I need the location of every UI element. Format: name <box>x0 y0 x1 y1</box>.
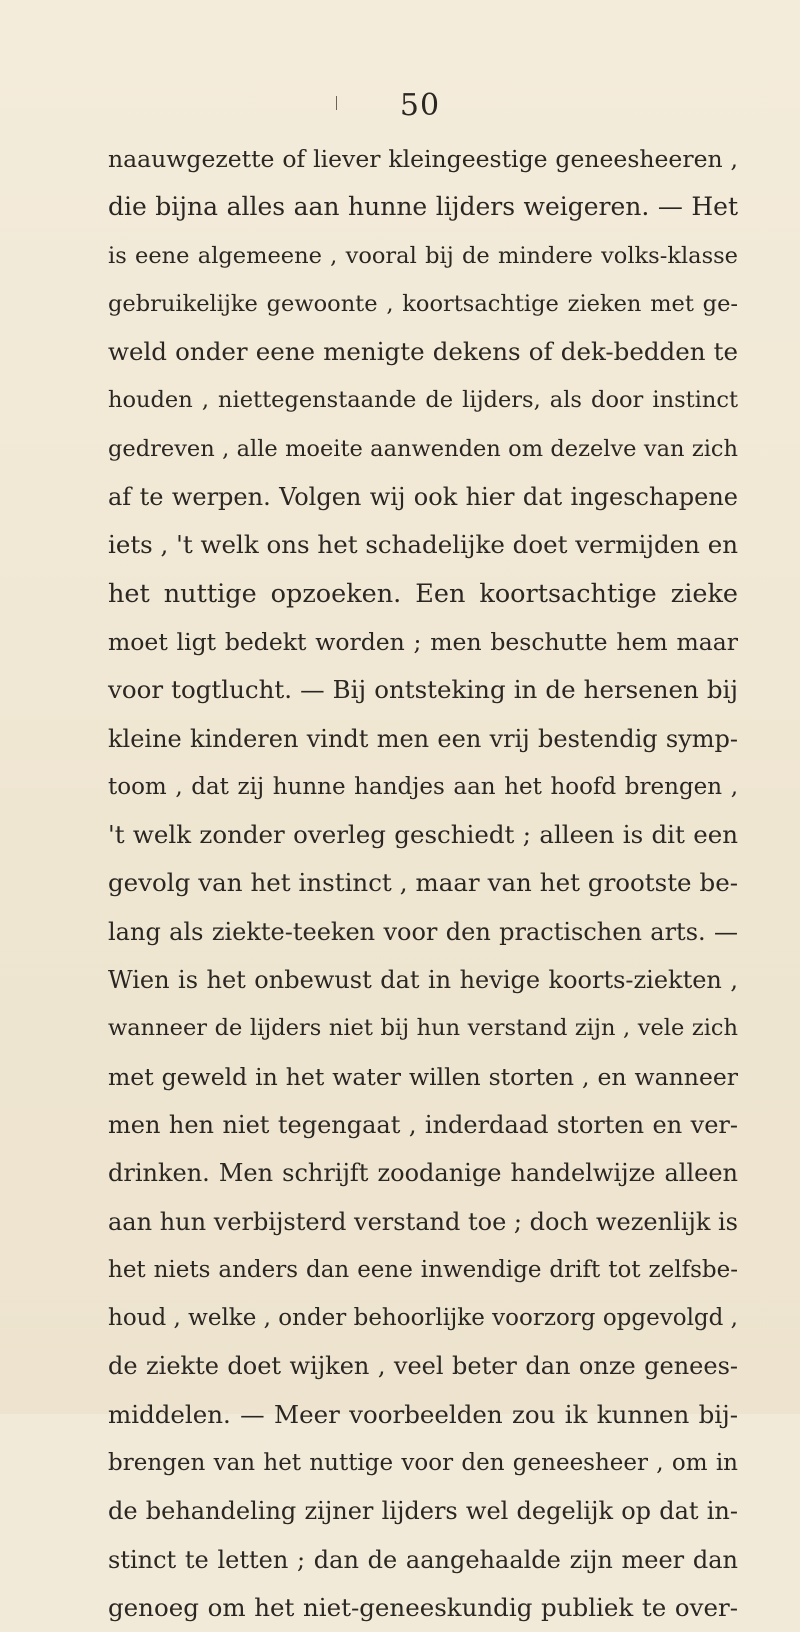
text-line: met geweld in het water willen storten , en wanneer <box>108 1062 738 1091</box>
text-line: het nuttige opzoeken. Een koortsachtige zieke <box>108 578 738 609</box>
body-text <box>108 135 738 1632</box>
text-line: weld onder eene menigte dekens of dek-bedden te <box>108 337 738 367</box>
text-line: het niets anders dan eene inwendige drift tot zelfsbe- <box>108 1256 738 1283</box>
text-line: houd , welke , onder behoorlijke voorzorg opgevolgd , <box>108 1305 738 1332</box>
text-line: voor togtlucht. — Bij ontsteking in de hersenen bij <box>108 675 738 705</box>
page-number: 50 <box>399 88 441 123</box>
text-line: toom , dat zij hunne handjes aan het hoofd brengen , <box>108 773 738 800</box>
text-line: iets , 't welk ons het schadelijke doet vermijden en <box>108 530 738 560</box>
text-line: moet ligt bedekt worden ; men beschutte hem maar <box>108 627 738 656</box>
text-line: men hen niet tegengaat , inderdaad storten en ver- <box>108 1110 738 1139</box>
text-line: is eene algemeene , vooral bij de mindere volks-klasse <box>108 242 738 269</box>
text-line: naauwgezette of liever kleingeestige geneesheeren , <box>108 145 738 173</box>
text-line: die bijna alles aan hunne lijders weigeren. — Het <box>108 192 738 222</box>
text-line: houden , niettegenstaande de lijders, als door instinct <box>108 387 738 414</box>
text-line: genoeg om het niet-geneeskundig publiek te over- <box>108 1592 738 1622</box>
text-line: brengen van het nuttige voor den geneesheer , om in <box>108 1450 738 1477</box>
text-line: af te werpen. Volgen wij ook hier dat ingeschapene <box>108 483 738 512</box>
text-line: gevolg van het instinct , maar van het grootste be- <box>108 868 738 898</box>
text-line: gedreven , alle moeite aanwenden om dezelve van zich <box>108 435 738 462</box>
text-line: gebruikelijke gewoonte , koortsachtige zieken met ge- <box>108 290 738 317</box>
text-line: stinct te letten ; dan de aangehaalde zijn meer dan <box>108 1545 738 1574</box>
text-line: Wien is het onbewust dat in hevige koorts-ziekten , <box>108 966 738 995</box>
text-line: de ziekte doet wijken , veel beter dan onze genees- <box>108 1352 738 1381</box>
text-line: de behandeling zijner lijders wel degelijk op dat in- <box>108 1497 738 1526</box>
text-line: drinken. Men schrijft zoodanige handelwijze alleen <box>108 1159 738 1188</box>
text-line: lang als ziekte-teeken voor den practischen arts. — <box>108 917 738 946</box>
text-line: kleine kinderen vindt men een vrij bestendig symp- <box>108 724 738 753</box>
text-line: wanneer de lijders niet bij hun verstand zijn , vele zich <box>108 1015 738 1042</box>
text-line: 't welk zonder overleg geschiedt ; alleen is dit een <box>108 820 738 850</box>
text-line: aan hun verbijsterd verstand toe ; doch wezenlijk is <box>108 1207 738 1236</box>
text-line: middelen. — Meer voorbeelden zou ik kunnen bij- <box>108 1399 738 1429</box>
